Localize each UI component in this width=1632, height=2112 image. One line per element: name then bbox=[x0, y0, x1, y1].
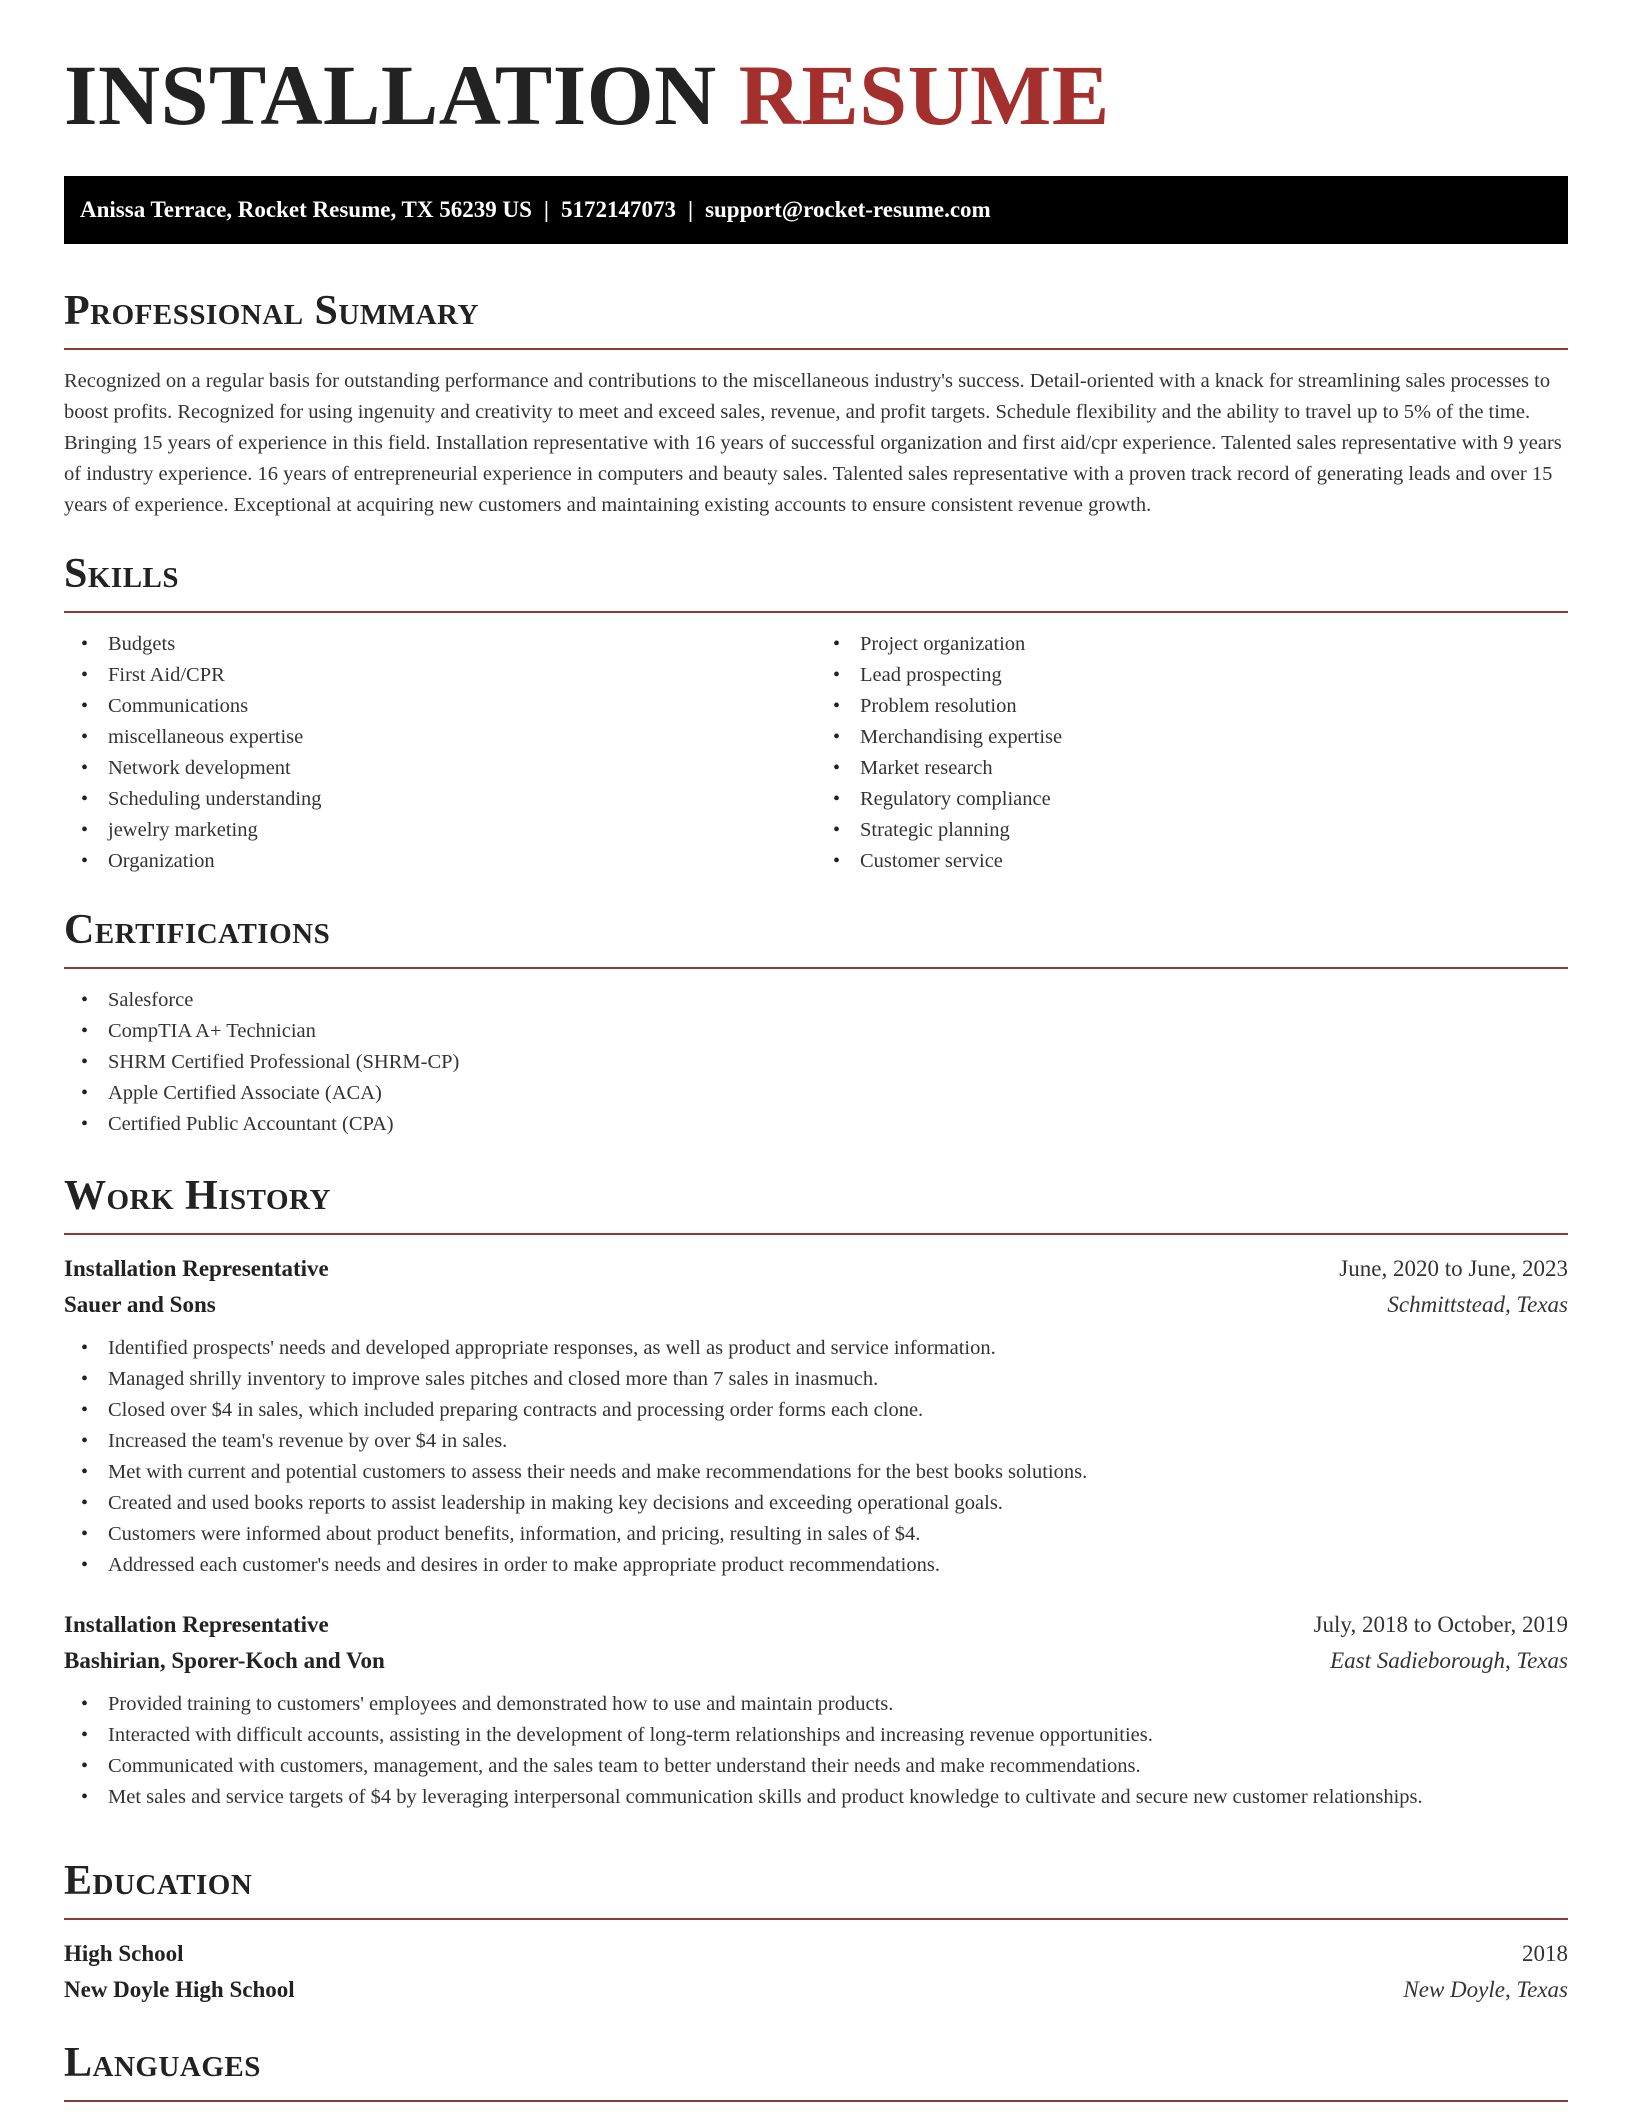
skill-item: • Market research bbox=[816, 753, 1568, 784]
skill-item: • Customer service bbox=[816, 846, 1568, 877]
skills-grid bbox=[64, 629, 1568, 877]
languages-section bbox=[64, 2042, 1568, 2102]
job-bullet: • Managed shrilly inventory to improve sales pitches and closed more than 7 sales in inasmuch. bbox=[64, 1364, 1568, 1395]
skill-item: • Budgets bbox=[64, 629, 816, 660]
contact-bar bbox=[64, 176, 1568, 244]
certifications-list bbox=[64, 985, 1568, 1140]
skill-item: • Problem resolution bbox=[816, 691, 1568, 722]
certification-item: • SHRM Certified Professional (SHRM-CP) bbox=[64, 1047, 1568, 1078]
job-company-row bbox=[64, 1287, 1568, 1323]
title-part-2: RESUME bbox=[738, 47, 1110, 143]
skill-item: • Organization bbox=[64, 846, 816, 877]
skill-item: • jewelry marketing bbox=[64, 815, 816, 846]
certification-item: • Salesforce bbox=[64, 985, 1568, 1016]
job-bullet: • Met sales and service targets of $4 by leveraging interpersonal communication skills and product knowledge to cultivate and secure new customer relationships. bbox=[64, 1782, 1568, 1813]
certifications-heading: Certifications bbox=[64, 907, 331, 953]
skill-item: • Merchandising expertise bbox=[816, 722, 1568, 753]
skill-item: • Scheduling understanding bbox=[64, 784, 816, 815]
skill-item: • Project organization bbox=[816, 629, 1568, 660]
job-company: Sauer and Sons bbox=[64, 1292, 216, 1317]
education-location: New Doyle, Texas bbox=[1403, 1977, 1568, 2002]
contact-separator: | bbox=[543, 197, 549, 222]
contact-address: Anissa Terrace, Rocket Resume, TX 56239 US bbox=[80, 197, 532, 222]
section-divider bbox=[64, 348, 1568, 350]
contact-email: support@rocket-resume.com bbox=[705, 197, 991, 222]
job-location: Schmittstead, Texas bbox=[1387, 1292, 1568, 1317]
section-divider bbox=[64, 967, 1568, 969]
work-history-section bbox=[64, 1175, 1568, 1813]
education-entry bbox=[64, 1936, 1568, 2008]
job-dates: July, 2018 to October, 2019 bbox=[1313, 1612, 1568, 1637]
summary-heading: Professional Summary bbox=[64, 288, 479, 334]
skill-item: • First Aid/CPR bbox=[64, 660, 816, 691]
job-bullet: • Customers were informed about product benefits, information, and pricing, resulting in sales of $4. bbox=[64, 1519, 1568, 1550]
job-bullet: • Communicated with customers, management, and the sales team to better understand their needs and make recommendations. bbox=[64, 1751, 1568, 1782]
section-divider bbox=[64, 1918, 1568, 1920]
job-title: Installation Representative bbox=[64, 1612, 329, 1637]
skills-left-column bbox=[64, 629, 816, 877]
skills-right-column bbox=[816, 629, 1568, 877]
job-bullet: • Met with current and potential customers to assess their needs and make recommendations for the best books solutions. bbox=[64, 1457, 1568, 1488]
job-bullet: • Identified prospects' needs and developed appropriate responses, as well as product and service information. bbox=[64, 1333, 1568, 1364]
job-bullet: • Addressed each customer's needs and desires in order to make appropriate product recommendations. bbox=[64, 1550, 1568, 1581]
education-header-row bbox=[64, 1936, 1568, 1972]
job-company: Bashirian, Sporer-Koch and Von bbox=[64, 1648, 385, 1673]
certifications-section bbox=[64, 909, 1568, 1140]
job-entry bbox=[64, 1607, 1568, 1813]
languages-heading: Languages bbox=[64, 2040, 261, 2086]
section-divider bbox=[64, 2100, 1568, 2102]
job-entry bbox=[64, 1251, 1568, 1581]
job-bullet: • Provided training to customers' employees and demonstrated how to use and maintain products. bbox=[64, 1689, 1568, 1720]
summary-section bbox=[64, 290, 1568, 521]
certification-item: • Apple Certified Associate (ACA) bbox=[64, 1078, 1568, 1109]
education-degree: High School bbox=[64, 1941, 184, 1966]
education-school: New Doyle High School bbox=[64, 1977, 295, 2002]
job-dates: June, 2020 to June, 2023 bbox=[1339, 1256, 1568, 1281]
job-title: Installation Representative bbox=[64, 1256, 329, 1281]
contact-phone: 5172147073 bbox=[560, 197, 676, 222]
contact-separator: | bbox=[687, 197, 694, 222]
education-section bbox=[64, 1860, 1568, 2008]
section-divider bbox=[64, 1233, 1568, 1235]
job-header-row bbox=[64, 1607, 1568, 1643]
job-company-row bbox=[64, 1643, 1568, 1679]
title-part-1: INSTALLATION bbox=[64, 47, 717, 143]
education-school-row bbox=[64, 1972, 1568, 2008]
skill-item: • Regulatory compliance bbox=[816, 784, 1568, 815]
job-bullet: • Interacted with difficult accounts, assisting in the development of long-term relationships and increasing revenue opportunities. bbox=[64, 1720, 1568, 1751]
job-header-row bbox=[64, 1251, 1568, 1287]
skill-item: • miscellaneous expertise bbox=[64, 722, 816, 753]
skill-item: • Communications bbox=[64, 691, 816, 722]
job-bullet: • Created and used books reports to assist leadership in making key decisions and exceeding operational goals. bbox=[64, 1488, 1568, 1519]
skills-section bbox=[64, 553, 1568, 877]
skill-item: • Network development bbox=[64, 753, 816, 784]
skills-heading: Skills bbox=[64, 551, 180, 597]
work-history-heading: Work History bbox=[64, 1173, 331, 1219]
section-divider bbox=[64, 611, 1568, 613]
job-bullet: • Closed over $4 in sales, which included preparing contracts and processing order forms each clone. bbox=[64, 1395, 1568, 1426]
resume-title bbox=[64, 0, 1568, 143]
job-location: East Sadieborough, Texas bbox=[1330, 1648, 1568, 1673]
skill-item: • Lead prospecting bbox=[816, 660, 1568, 691]
certification-item: • CompTIA A+ Technician bbox=[64, 1016, 1568, 1047]
certification-item: • Certified Public Accountant (CPA) bbox=[64, 1109, 1568, 1140]
job-bullets bbox=[64, 1333, 1568, 1581]
education-year: 2018 bbox=[1522, 1941, 1568, 1966]
job-bullets bbox=[64, 1689, 1568, 1813]
education-heading: Education bbox=[64, 1858, 253, 1904]
summary-text: Recognized on a regular basis for outstanding performance and contributions to the miscellaneous industry's success. Detail-oriented with a knack for streamlining sales processes to boost profits. Recognized for using ingenuity and creativity to meet and exceed sales, revenue, and profit targets. Schedule flexibility and the ability to travel up to 5% of the time. Bringing 15 years of experience in this field. Installation representative with 16 years of successful organization and first aid/cpr experience. Talented sales representative with 9 years of industry experience. 16 years of entrepreneurial experience in computers and beauty sales. Talented sales representative with a proven track record of generating leads and over 15 years of experience. Exceptional at acquiring new customers and maintaining existing accounts to ensure consistent revenue growth. bbox=[64, 370, 1562, 516]
job-bullet: • Increased the team's revenue by over $4 in sales. bbox=[64, 1426, 1568, 1457]
skill-item: • Strategic planning bbox=[816, 815, 1568, 846]
